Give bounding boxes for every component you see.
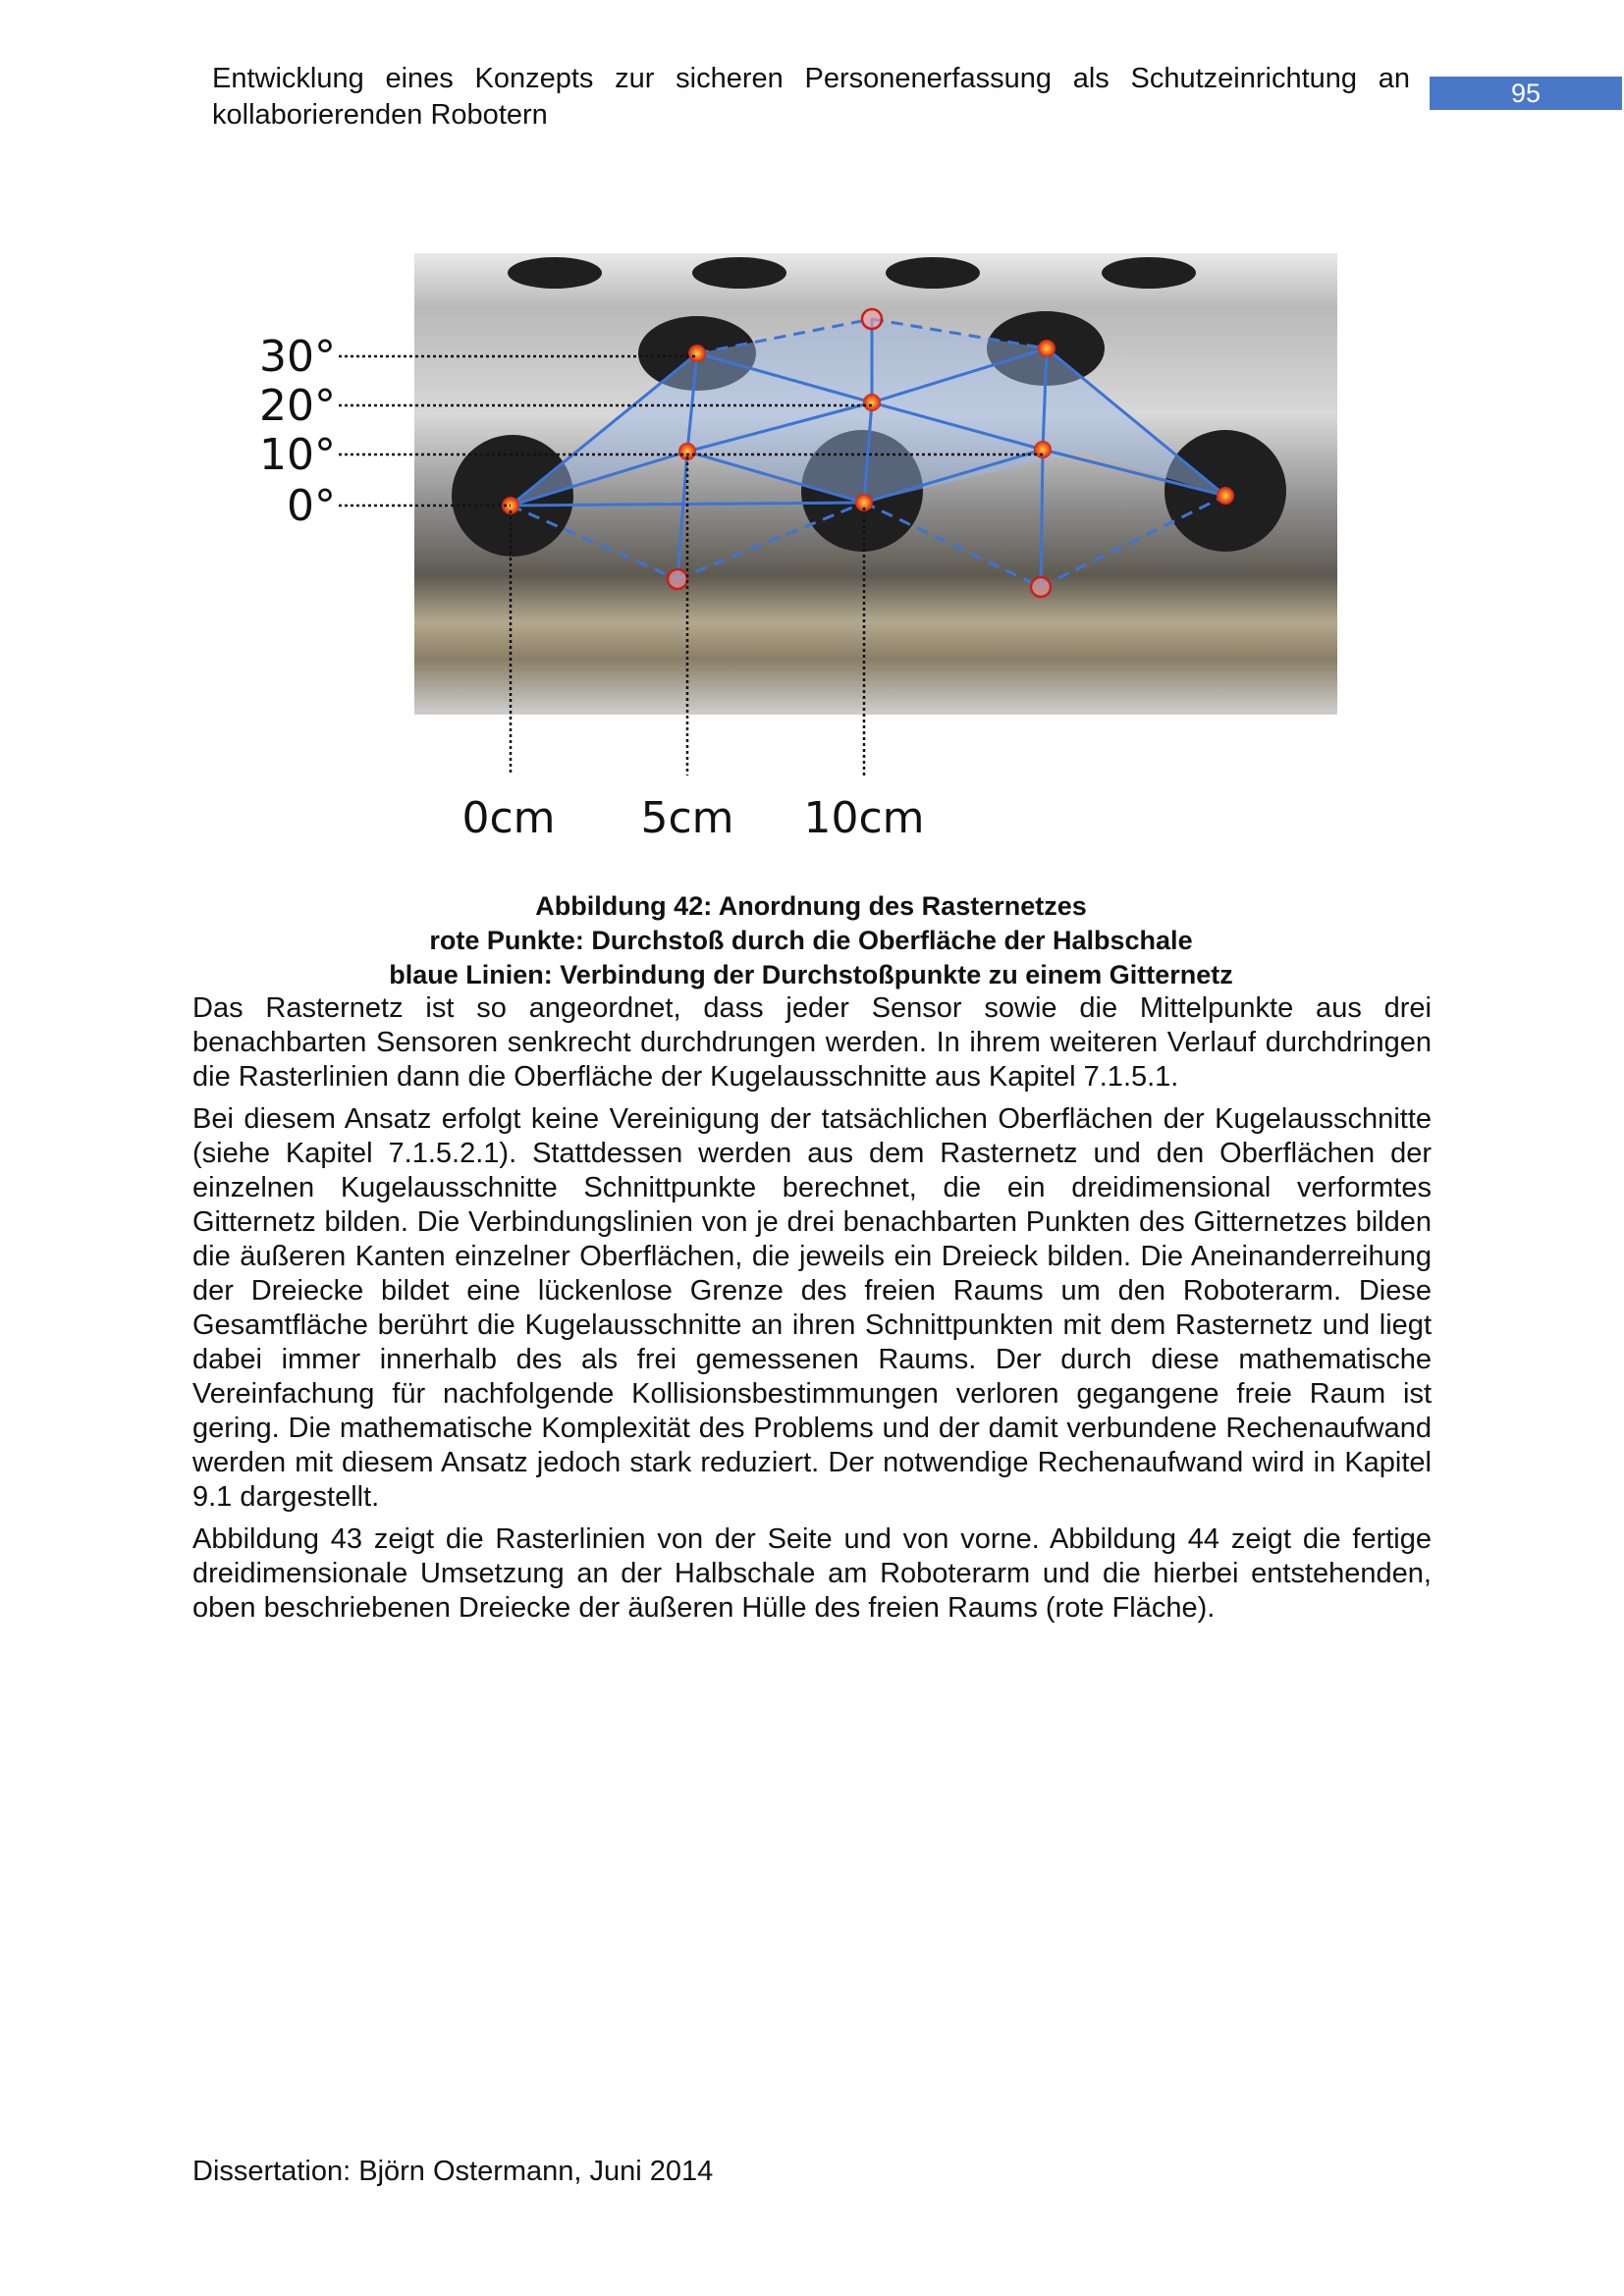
grid-point: [1034, 441, 1052, 458]
sensor-disc: [692, 257, 786, 289]
paragraph-3: Abbildung 43 zeigt die Rasterlinien von der Seite und von vorne. Abbildung 44 zeigt die fertige dreidimensionale Umsetzung an der Halbschale am Roboterarm und die hierbei entstehenden, oben beschriebenen Dreiecke der äußeren Hülle des freien Raums (rote Fläche).: [192, 1523, 1432, 1624]
grid-point: [1038, 340, 1056, 357]
sensor-disc: [886, 257, 980, 289]
caption-blue-lines: blaue Linien: Verbindung der Durchstoßpunkte zu einem Gitternetz: [389, 960, 1233, 989]
angle-label-30: 30°: [259, 332, 336, 382]
caption-red-points: rote Punkte: Durchstoß durch die Oberfläche der Halbschale: [429, 926, 1193, 955]
grid-point: [688, 345, 706, 362]
paragraph-1: Das Rasternetz ist so angeordnet, dass jeder Sensor sowie die Mittelpunkte aus drei benachbarten Sensoren senkrecht durchdrungen werden. In ihrem weiteren Verlauf durchdringen die Rasterlinien dann die Oberfläche der Kugelausschnitte aus Kapitel 7.1.5.1.: [192, 992, 1432, 1093]
distance-label-10cm: 10cm: [803, 793, 925, 843]
paragraph-2: Bei diesem Ansatz erfolgt keine Vereinigung der tatsächlichen Oberflächen der Kugelausschnitte (siehe Kapitel 7.1.5.2.1). Stattdessen werden aus dem Rasternetz und den Oberflächen der einzelnen Kugelausschnitte Schnittpunkte berechnet, die ein dreidimensional verformtes Gitternetz bilden. Die Verbindungslinien von je drei benachbarten Punkten des Gitternetzes bilden die äußeren Kanten einzelner Oberflächen, die jeweils ein Dreieck bilden. Die Aneinanderreihung der Dreiecke bildet eine lückenlose Grenze des freien Raums um den Roboterarm. Diese Gesamtfläche berührt die Kugelausschnitte an ihren Schnittpunkten mit dem Rasternetz und liegt dabei immer innerhalb des als frei gemessenen Raums. Der durch diese mathematische Vereinfachung für nachfolgende Kollisionsbestimmungen verloren gegangene freie Raum ist gering. Die mathematische Komplexität des Problems und der damit verbundene Rechenaufwand werden mit diesem Ansatz jedoch stark reduziert. Der notwendige Rechenaufwand wird in Kapitel 9.1 dargestellt.: [192, 1103, 1432, 1513]
grid-point-hidden: [668, 569, 687, 589]
sensor-disc: [452, 435, 573, 557]
running-header-title: Entwicklung eines Konzepts zur sicheren Personenerfassung als Schutzeinrichtung an kollaborierenden Robotern: [212, 63, 1410, 131]
sensor-disc: [508, 257, 602, 289]
grid-point-hidden: [1031, 577, 1051, 597]
caption-title: Abbildung 42: Anordnung des Rasternetzes: [535, 891, 1087, 921]
page-footer: Dissertation: Björn Ostermann, Juni 2014: [192, 2156, 714, 2187]
sensor-disc: [1102, 257, 1196, 289]
body-text: [192, 991, 1432, 1633]
angle-label-10: 10°: [259, 430, 336, 480]
distance-label-5cm: 5cm: [640, 793, 734, 843]
angle-label-0: 0°: [287, 481, 336, 531]
grid-point: [863, 394, 881, 411]
page-number-badge: 95: [1430, 77, 1622, 110]
angle-label-20: 20°: [259, 381, 336, 431]
grid-point: [1217, 487, 1234, 505]
grid-point-hidden: [862, 309, 882, 329]
distance-label-0cm: 0cm: [461, 793, 556, 843]
figure-caption: [192, 889, 1430, 992]
figure-raster-grid: [255, 245, 1375, 854]
